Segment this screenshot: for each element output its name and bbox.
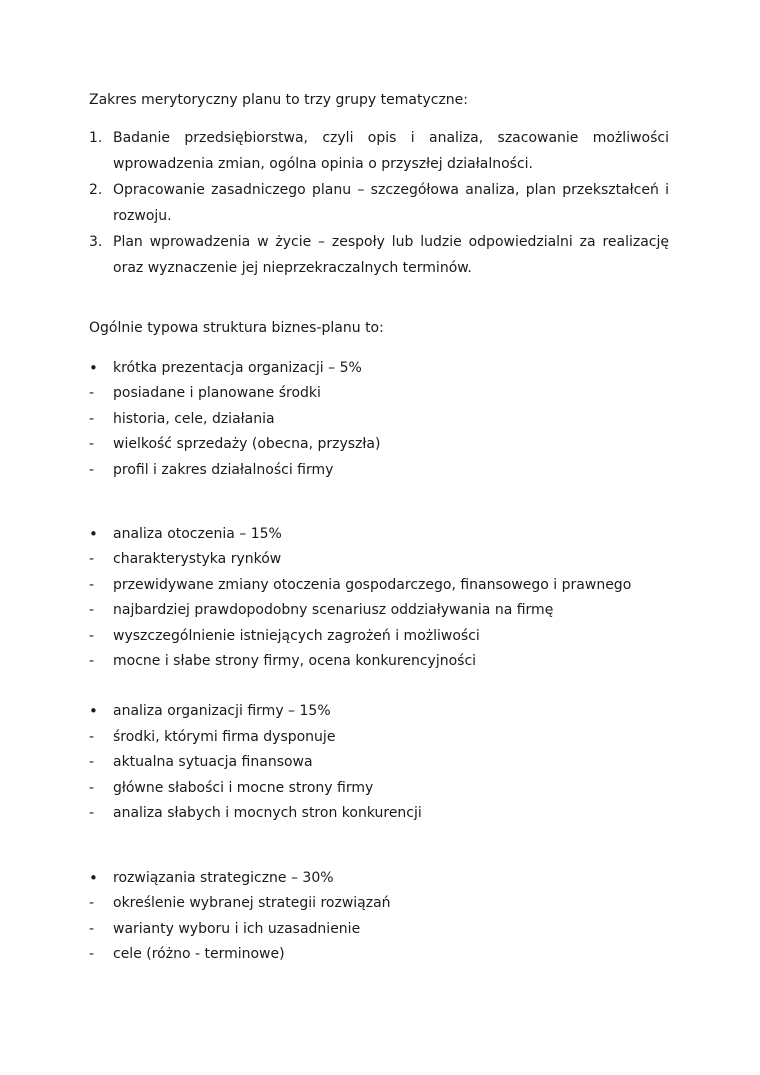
list-item-text: charakterystyka rynków <box>113 551 282 567</box>
section-title: analiza otoczenia – 15% <box>113 526 282 542</box>
numbered-item-text: Opracowanie zasadniczego planu – szczegółowa analiza, plan przekształceń i rozwoju. <box>113 182 669 224</box>
dash-icon: - <box>89 462 95 478</box>
dash-icon: - <box>89 754 95 770</box>
numbered-item-text: Plan wprowadzenia w życie – zespoły lub ludzie odpowiedzialni za realizację oraz wyznaczenie jej nieprzekraczalnych terminów. <box>113 234 669 276</box>
list-item-text: określenie wybranej strategii rozwiązań <box>113 895 391 911</box>
list-item-text: aktualna sytuacja finansowa <box>113 754 313 770</box>
dash-icon: - <box>89 436 95 452</box>
dash-icon: - <box>89 895 95 911</box>
list-item-text: najbardziej prawdopodobny scenariusz oddziaływania na firmę <box>113 602 554 618</box>
list-item-text: historia, cele, działania <box>113 411 275 427</box>
dash-icon: - <box>89 628 95 644</box>
dash-icon: - <box>89 921 95 937</box>
list-item-text: profil i zakres działalności firmy <box>113 462 334 478</box>
list-item-text: środki, którymi firma dysponuje <box>113 729 336 745</box>
dash-icon: - <box>89 729 95 745</box>
list-item-text: analiza słabych i mocnych stron konkurencji <box>113 805 422 821</box>
dash-icon: - <box>89 780 95 796</box>
list-number: 3. <box>89 234 103 250</box>
section-title: krótka prezentacja organizacji – 5% <box>113 360 362 376</box>
list-item-text: posiadane i planowane środki <box>113 385 321 401</box>
list-item-text: cele (różno - terminowe) <box>113 946 285 962</box>
list-item-text: warianty wyboru i ich uzasadnienie <box>113 921 361 937</box>
structure-intro-paragraph: Ogólnie typowa struktura biznes-planu to: <box>89 320 384 336</box>
dash-icon: - <box>89 385 95 401</box>
dash-icon: - <box>89 577 95 593</box>
section-title: analiza organizacji firmy – 15% <box>113 703 331 719</box>
dash-icon: - <box>89 411 95 427</box>
list-item-text: wielkość sprzedaży (obecna, przyszła) <box>113 436 381 452</box>
bullet-icon: • <box>89 359 98 377</box>
numbered-item-text: Badanie przedsiębiorstwa, czyli opis i analiza, szacowanie możliwości wprowadzenia zmian, ogólna opinia o przyszłej działalności. <box>113 130 669 172</box>
dash-icon: - <box>89 805 95 821</box>
intro-paragraph: Zakres merytoryczny planu to trzy grupy tematyczne: <box>89 92 468 108</box>
bullet-icon: • <box>89 702 98 720</box>
section-title: rozwiązania strategiczne – 30% <box>113 870 334 886</box>
list-item-text: przewidywane zmiany otoczenia gospodarczego, finansowego i prawnego <box>113 577 632 593</box>
list-number: 1. <box>89 130 103 146</box>
dash-icon: - <box>89 653 95 669</box>
bullet-icon: • <box>89 525 98 543</box>
dash-icon: - <box>89 946 95 962</box>
bullet-icon: • <box>89 869 98 887</box>
list-item-text: główne słabości i mocne strony firmy <box>113 780 374 796</box>
list-item-text: mocne i słabe strony firmy, ocena konkurencyjności <box>113 653 477 669</box>
list-item-text: wyszczególnienie istniejących zagrożeń i możliwości <box>113 628 480 644</box>
dash-icon: - <box>89 602 95 618</box>
list-number: 2. <box>89 182 103 198</box>
dash-icon: - <box>89 551 95 567</box>
